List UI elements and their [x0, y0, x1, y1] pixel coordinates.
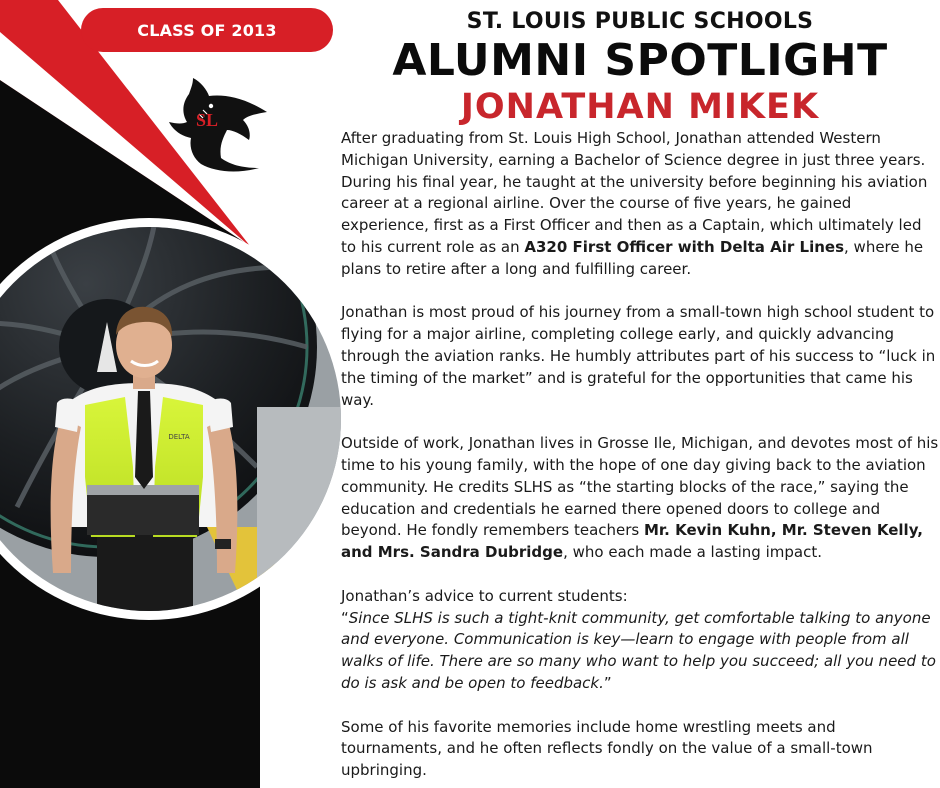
advice-lead: Jonathan’s advice to current students:: [341, 586, 628, 605]
page-title: ALUMNI SPOTLIGHT: [392, 35, 888, 86]
paragraph-advice: [341, 586, 939, 695]
school-name: ST. LOUIS PUBLIC SCHOOLS: [466, 9, 814, 34]
paragraph-career: [341, 128, 939, 281]
vest-logo-text: DELTA: [168, 433, 190, 441]
paragraph-family-outro: , who each made a lasting impact.: [563, 543, 822, 562]
paragraph-career-intro: After graduating from St. Louis High School, Jonathan attended Western Michigan University, earning a Bachelor of Science degree in just three years. During his final year, he taught at the university before beginning his aviation career at a regional airline. Over the course of five years, he gained experience, first as a First Officer and then as a Captain, which ultimately led to his current role as an: [341, 129, 928, 256]
paragraph-memories: Some of his favorite memories include home wrestling meets and tournaments, and he often reflects fondly on the value of a small-town upbringing.: [341, 717, 873, 780]
alumni-name: JONATHAN MIKEK: [460, 87, 820, 127]
paragraph-career-outro: , where he plans to retire after a long and fulfilling career.: [341, 237, 924, 278]
teachers-highlight: Mr. Kevin Kuhn, Mr. Steven Kelly, and Mrs. Sandra Dubridge: [341, 521, 924, 562]
paragraph-family: [341, 433, 939, 564]
class-badge-label: CLASS OF 2013: [137, 20, 277, 40]
class-badge: [81, 8, 333, 52]
alumni-photo: [0, 227, 341, 611]
shark-mascot-icon: [163, 68, 273, 176]
logo-monogram: SL: [195, 110, 219, 130]
paragraph-proud: Jonathan is most proud of his journey from a small-town high school student to flying for a major airline, completing college early, and quickly advancing through the aviation ranks. He humbly attributes part of his success to “luck in the timing of the market” and is grateful for the opportunities that came his way.: [341, 303, 936, 409]
paragraph-family-intro: Outside of work, Jonathan lives in Grosse Ile, Michigan, and devotes most of his time to his young family, with the hope of one day giving back to the aviation community. He credits SLHS as “the starting blocks of the race,” saying the education and credentials he earned there opened doors to college and beyond. He fondly remembers teachers: [341, 434, 939, 540]
advice-open-quote: “: [341, 608, 349, 627]
advice-quote: Since SLHS is such a tight-knit community, get comfortable talking to anyone and everyone. Communication is key—learn to engage with people from all walks of life. There are so many who want to help you succeed; all you need to do is ask and be open to feedback.: [341, 608, 936, 692]
advice-close-quote: ”: [603, 673, 612, 692]
current-role-highlight: A320 First Officer with Delta Air Lines: [524, 237, 845, 256]
article-body: [341, 128, 939, 788]
header: [340, 8, 940, 128]
